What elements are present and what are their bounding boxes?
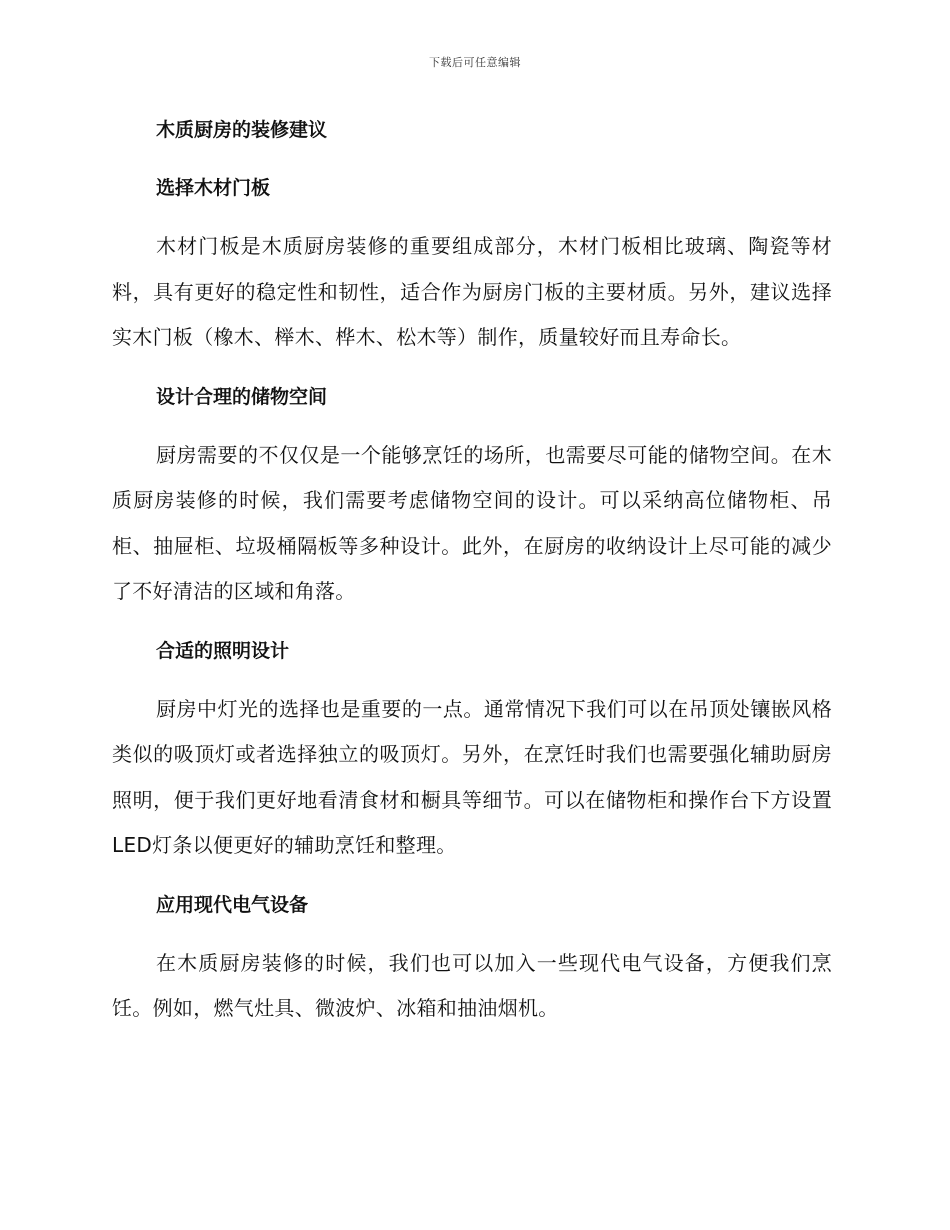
section-body-doors: 木材门板是木质厨房装修的重要组成部分，木材门板相比玻璃、陶瓷等材料，具有更好的稳定性和韧性，适合作为厨房门板的主要材质。另外，建议选择实木门板（橡木、榉木、桦木、松木等）制作，质量较好而且寿命长。 xyxy=(112,234,832,349)
section-heading-appliances: 应用现代电气设备 xyxy=(156,893,309,916)
page-header: 下载后可任意编辑 xyxy=(429,56,521,69)
section-body-appliances: 在木质厨房装修的时候，我们也可以加入一些现代电气设备，方便我们烹饪。例如，燃气灶具、微波炉、冰箱和抽油烟机。 xyxy=(112,950,832,1020)
section-heading-doors: 选择木材门板 xyxy=(156,177,271,199)
section-heading-lighting: 合适的照明设计 xyxy=(156,639,290,662)
document-title: 木质厨房的装修建议 xyxy=(156,119,328,141)
document-body xyxy=(112,108,832,1046)
section-body-lighting: 厨房中灯光的选择也是重要的一点。通常情况下我们可以在吊顶处镶嵌风格类似的吸顶灯或者选择独立的吸顶灯。另外，在烹饪时我们也需要强化辅助厨房照明，便于我们更好地看清食材和橱具等细节。可以在储物柜和操作台下方设置LED灯条以便更好的辅助烹饪和整理。 xyxy=(112,696,832,857)
section-heading-storage: 设计合理的储物空间 xyxy=(156,385,328,408)
section-body-storage: 厨房需要的不仅仅是一个能够烹饪的场所，也需要尽可能的储物空间。在木质厨房装修的时候，我们需要考虑储物空间的设计。可以采纳高位储物柜、吊柜、抽屉柜、垃圾桶隔板等多种设计。此外，在厨房的收纳设计上尽可能的减少了不好清洁的区域和角落。 xyxy=(112,442,832,603)
